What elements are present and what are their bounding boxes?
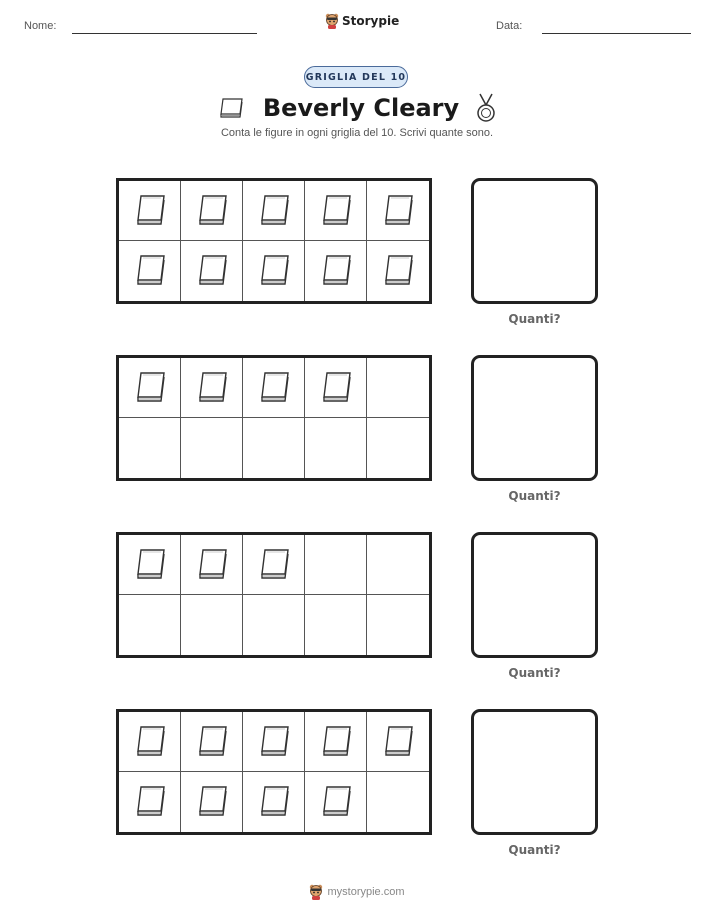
ten-frame-cell [305, 772, 367, 832]
title-row [0, 90, 714, 126]
ten-frame-cell [181, 418, 243, 478]
book-icon [254, 191, 294, 231]
answer-box-3[interactable] [471, 532, 598, 658]
book-icon [316, 251, 356, 291]
ten-frame-cell [305, 181, 367, 241]
answer-label-4: Quanti? [508, 843, 561, 857]
mascot-icon [309, 884, 323, 900]
ten-frame-cell [119, 181, 181, 241]
ten-frame-cell [367, 181, 429, 241]
worksheet-type-badge: GRIGLIA DEL 10 [304, 66, 408, 88]
answer-box-4[interactable] [471, 709, 598, 835]
ten-frame-cell [181, 535, 243, 595]
ten-frame-cell [119, 772, 181, 832]
book-icon [254, 368, 294, 408]
book-icon [316, 368, 356, 408]
book-icon [254, 782, 294, 822]
ten-frame-cell [181, 595, 243, 655]
book-icon [316, 191, 356, 231]
ten-frame-cell [243, 535, 305, 595]
ten-frame-cell [243, 358, 305, 418]
ten-frame-cell [119, 595, 181, 655]
footer [0, 884, 714, 900]
book-icon [192, 191, 232, 231]
ten-frame-1 [116, 178, 432, 304]
book-icon [130, 545, 170, 585]
ten-frame-cell [305, 418, 367, 478]
name-label: Nome: [24, 20, 57, 32]
ten-frame-3 [116, 532, 432, 658]
date-line[interactable] [542, 33, 691, 34]
book-icon [130, 251, 170, 291]
brand-logo [325, 13, 399, 29]
brand-name: Storypie [342, 14, 400, 28]
ten-frame-cell [367, 241, 429, 301]
ten-frame-cell [119, 712, 181, 772]
book-icon [316, 722, 356, 762]
answer-label-2: Quanti? [508, 489, 561, 503]
ten-frame-cell [243, 712, 305, 772]
answer-box-1[interactable] [471, 178, 598, 304]
ten-frame-cell [119, 418, 181, 478]
book-icon [254, 545, 294, 585]
book-icon [130, 191, 170, 231]
medal-icon [475, 93, 497, 123]
book-icon [316, 782, 356, 822]
book-icon [378, 191, 418, 231]
answer-label-3: Quanti? [508, 666, 561, 680]
ten-frame-cell [367, 358, 429, 418]
ten-frame-cell [243, 418, 305, 478]
book-icon [192, 782, 232, 822]
answer-box-2[interactable] [471, 355, 598, 481]
book-icon [378, 722, 418, 762]
book-icon [130, 782, 170, 822]
ten-frame-cell [181, 772, 243, 832]
book-icon [192, 251, 232, 291]
book-icon [192, 368, 232, 408]
ten-frame-4 [116, 709, 432, 835]
instructions: Conta le figure in ogni griglia del 10. Scrivi quante sono. [220, 127, 494, 139]
ten-frame-cell [119, 358, 181, 418]
mascot-icon [325, 13, 339, 29]
ten-frame-cell [243, 595, 305, 655]
ten-frame-cell [305, 595, 367, 655]
book-icon [254, 722, 294, 762]
ten-frame-cell [181, 358, 243, 418]
ten-frame-cell [305, 535, 367, 595]
book-icon [217, 96, 247, 120]
book-icon [130, 368, 170, 408]
date-label: Data: [496, 20, 523, 32]
page-title: Beverly Cleary [262, 94, 460, 122]
ten-frame-cell [119, 535, 181, 595]
name-line[interactable] [72, 33, 257, 34]
ten-frame-cell [305, 241, 367, 301]
ten-frame-cell [243, 772, 305, 832]
book-icon [130, 722, 170, 762]
ten-frame-cell [181, 712, 243, 772]
ten-frame-cell [367, 712, 429, 772]
ten-frame-cell [305, 712, 367, 772]
ten-frame-cell [181, 181, 243, 241]
book-icon [192, 722, 232, 762]
book-icon [254, 251, 294, 291]
ten-frame-cell [367, 535, 429, 595]
ten-frame-cell [119, 241, 181, 301]
ten-frame-cell [367, 772, 429, 832]
footer-url: mystorypie.com [327, 886, 405, 898]
book-icon [378, 251, 418, 291]
ten-frame-2 [116, 355, 432, 481]
ten-frame-cell [305, 358, 367, 418]
ten-frame-cell [243, 181, 305, 241]
ten-frame-cell [243, 241, 305, 301]
ten-frame-cell [181, 241, 243, 301]
ten-frame-cell [367, 595, 429, 655]
book-icon [192, 545, 232, 585]
answer-label-1: Quanti? [508, 312, 561, 326]
ten-frame-cell [367, 418, 429, 478]
